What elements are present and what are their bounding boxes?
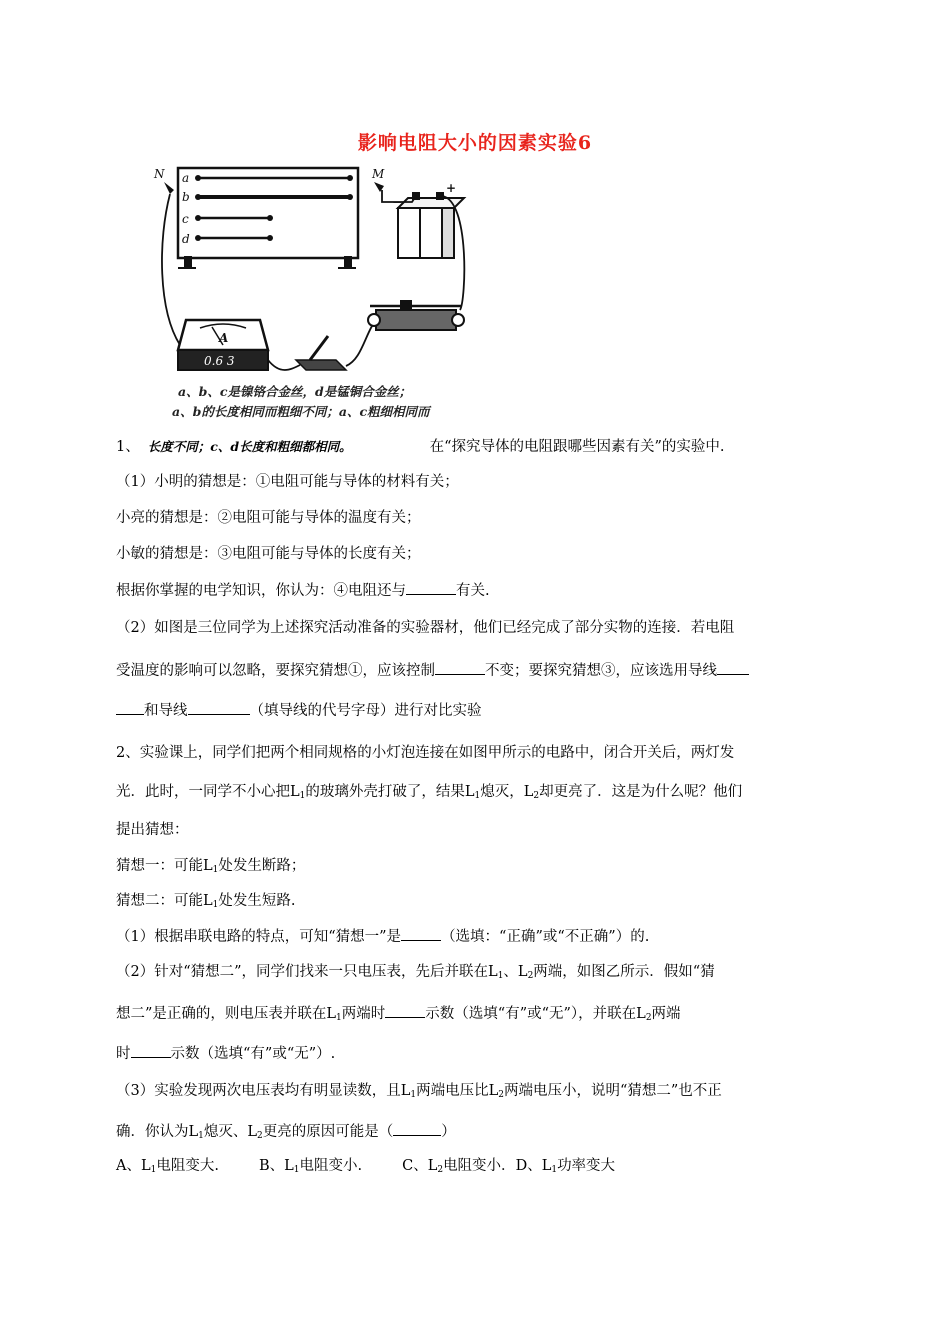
- subscript: 1: [551, 1165, 558, 1175]
- wire-label-b: b: [182, 190, 190, 204]
- q2-text: （1）根据串联电路的特点，可知“猜想一”是: [116, 929, 402, 945]
- ammeter-scale: 0.6 3: [204, 354, 235, 368]
- q1-p6-mid: 不变；要探究猜想③，应该选用导线: [485, 663, 717, 679]
- q2-text: 熄灭，L: [480, 784, 534, 800]
- q1-p7-end: （填导线的代号字母）进行对比实验: [249, 703, 482, 719]
- page-title: 影响电阻大小的因素实验6: [357, 132, 593, 154]
- subscript: 2: [533, 791, 540, 801]
- q2-text: 两端时: [341, 1006, 386, 1022]
- q2-line1: 2、实验课上，同学们把两个相同规格的小灯泡连接在如图甲所示的电路中，闭合开关后，两灯发: [116, 745, 735, 761]
- q1-p7-text: 和导线: [144, 703, 188, 719]
- q2-text: 猜想二：可能L: [116, 893, 213, 909]
- q2-text: （3）实验发现两次电压表均有明显读数，且L: [116, 1083, 411, 1099]
- knife-switch: [296, 360, 346, 370]
- option-a-label: A、L: [116, 1158, 151, 1174]
- figure-caption-line2: a、b的长度相同而粗细不同；a、c粗细相同而: [172, 404, 430, 419]
- option-b-label: B、L: [258, 1158, 294, 1174]
- option-c[interactable]: [402, 1158, 515, 1174]
- q1-guess-xiaoliang: 小亮的猜想是：②电阻可能与导体的温度有关；: [116, 510, 421, 526]
- subscript: 1: [293, 1165, 300, 1175]
- wire-label-a: a: [182, 171, 190, 185]
- battery-cell-1: [398, 208, 420, 258]
- subscript: 2: [527, 971, 534, 981]
- q2-text: 熄灭、L: [203, 1124, 258, 1140]
- q2-part2-line3: [116, 1043, 335, 1064]
- q1-part2-line2: [116, 660, 749, 681]
- q2-part1: [116, 926, 649, 947]
- q2-blank-2[interactable]: [385, 1003, 425, 1018]
- q2-blank-4[interactable]: [393, 1121, 441, 1136]
- q2-blank-3[interactable]: [131, 1043, 171, 1058]
- q2-line3: 提出猜想：: [116, 822, 189, 838]
- subscript: 1: [497, 971, 504, 981]
- option-a[interactable]: [116, 1158, 219, 1174]
- q2-text: 确．你认为L: [116, 1124, 199, 1140]
- q2-text: 示数（选填“有”或“无”），并联在L: [425, 1006, 646, 1022]
- subscript: 1: [410, 1090, 417, 1100]
- q2-text: 、L: [503, 964, 528, 980]
- q1-p4-end: 有关.: [456, 583, 490, 599]
- q1-part2-line3: [116, 700, 482, 721]
- battery-plus: +: [446, 181, 457, 195]
- q2-text: 处发生短路.: [218, 893, 296, 909]
- q2-guess-two: [116, 891, 295, 915]
- q2-part2-line1: [116, 962, 715, 986]
- subscript: 1: [212, 900, 219, 910]
- ammeter-label: A: [219, 331, 229, 345]
- option-b-text: 电阻变小.: [299, 1158, 363, 1174]
- figure-caption-line3: 长度不同；c、d长度和粗细都相同。: [147, 439, 352, 454]
- q2-blank-1[interactable]: [401, 926, 441, 941]
- subscript: 1: [150, 1165, 157, 1175]
- subscript: 1: [474, 791, 481, 801]
- q2-text: ）: [441, 1124, 456, 1140]
- option-d-label: D、L: [515, 1158, 552, 1174]
- subscript: 2: [257, 1131, 263, 1141]
- q2-text: 光．此时，一同学不小心把L: [116, 784, 300, 800]
- option-c-label: C、L: [402, 1158, 438, 1174]
- q2-options: [116, 1156, 615, 1180]
- q1-blank-3a[interactable]: [717, 660, 749, 675]
- q2-guess-one: [116, 856, 305, 880]
- clip-label-m: M: [372, 167, 385, 181]
- q2-text: 更亮的原因可能是（: [262, 1124, 394, 1140]
- q2-text: （选填：“正确”或“不正确”）的.: [441, 929, 650, 945]
- option-b[interactable]: [259, 1158, 362, 1174]
- q1-blank-3b[interactable]: [116, 700, 144, 715]
- q2-text: 两端电压比L: [416, 1083, 499, 1099]
- subscript: 2: [645, 1013, 652, 1023]
- q2-text: 两端电压小，说明“猜想二”也不正: [503, 1083, 722, 1099]
- q2-part3-line2: [116, 1121, 456, 1146]
- q2-text: 两端: [651, 1006, 681, 1022]
- q2-text: 想二”是正确的，则电压表并联在L: [116, 1006, 337, 1022]
- subscript: 2: [437, 1165, 444, 1175]
- q2-text: （2）针对“猜想二”，同学们找来一只电压表，先后并联在L: [116, 964, 498, 980]
- wire-board: [178, 168, 358, 258]
- q2-part2-line2: [116, 1003, 681, 1028]
- apparatus-figure: [150, 160, 480, 428]
- q1-blank-2[interactable]: [435, 660, 485, 675]
- q2-text: 猜想一：可能L: [116, 858, 213, 874]
- subscript: 2: [498, 1090, 504, 1100]
- subscript: 1: [299, 791, 306, 801]
- subscript: 1: [336, 1013, 342, 1023]
- wire-label-d: d: [182, 232, 190, 246]
- q1-intro: 在“探究导体的电阻跟哪些因素有关”的实验中.: [429, 439, 725, 455]
- wire-label-c: c: [182, 212, 189, 226]
- q2-part3-line1: [116, 1081, 722, 1105]
- q2-text: 示数（选填“有”或“无”）.: [170, 1046, 336, 1062]
- option-c-text: 电阻变小．: [443, 1158, 516, 1174]
- option-a-text: 电阻变大.: [156, 1158, 219, 1174]
- q1-p4-text: 根据你掌握的电学知识，你认为：④电阻还与: [116, 583, 406, 599]
- clip-label-n: N: [154, 167, 165, 181]
- q2-text: 两端，如图乙所示．假如“猜: [533, 964, 715, 980]
- option-d[interactable]: [516, 1158, 616, 1174]
- q1-guess-xiaomin: 小敏的猜想是：③电阻可能与导体的长度有关；: [116, 546, 421, 562]
- q2-text: 的玻璃外壳打破了，结果L: [305, 784, 475, 800]
- subscript: 1: [212, 865, 219, 875]
- rheostat: [376, 310, 456, 330]
- q2-text: 却更亮了．这是为什么呢？他们: [539, 784, 743, 800]
- q1-number: 1、: [116, 439, 140, 455]
- q1-guess-yours: [116, 580, 490, 601]
- q2-text: 处发生断路；: [218, 858, 306, 874]
- battery-minus: −: [392, 195, 403, 209]
- option-d-text: 功率变大: [557, 1158, 616, 1174]
- battery-cell-2: [420, 208, 442, 258]
- q1-p6-text: 受温度的影响可以忽略，要探究猜想①，应该控制: [116, 663, 435, 679]
- subscript: 1: [198, 1131, 204, 1141]
- q1-intro-line: [116, 437, 725, 457]
- q1-guess-xiaoming: （1）小明的猜想是：①电阻可能与导体的材料有关；: [116, 474, 459, 490]
- q2-line2: [116, 782, 742, 806]
- q1-blank-4[interactable]: [188, 700, 250, 715]
- q1-part2-line1: （2）如图是三位同学为上述探究活动准备的实验器材，他们已经完成了部分实物的连接．若电阻: [116, 620, 735, 636]
- q1-blank-1[interactable]: [406, 580, 456, 595]
- q2-text: 时: [116, 1046, 131, 1062]
- figure-caption-line1: a、b、c是镍铬合金丝，d是锰铜合金丝；: [178, 384, 412, 399]
